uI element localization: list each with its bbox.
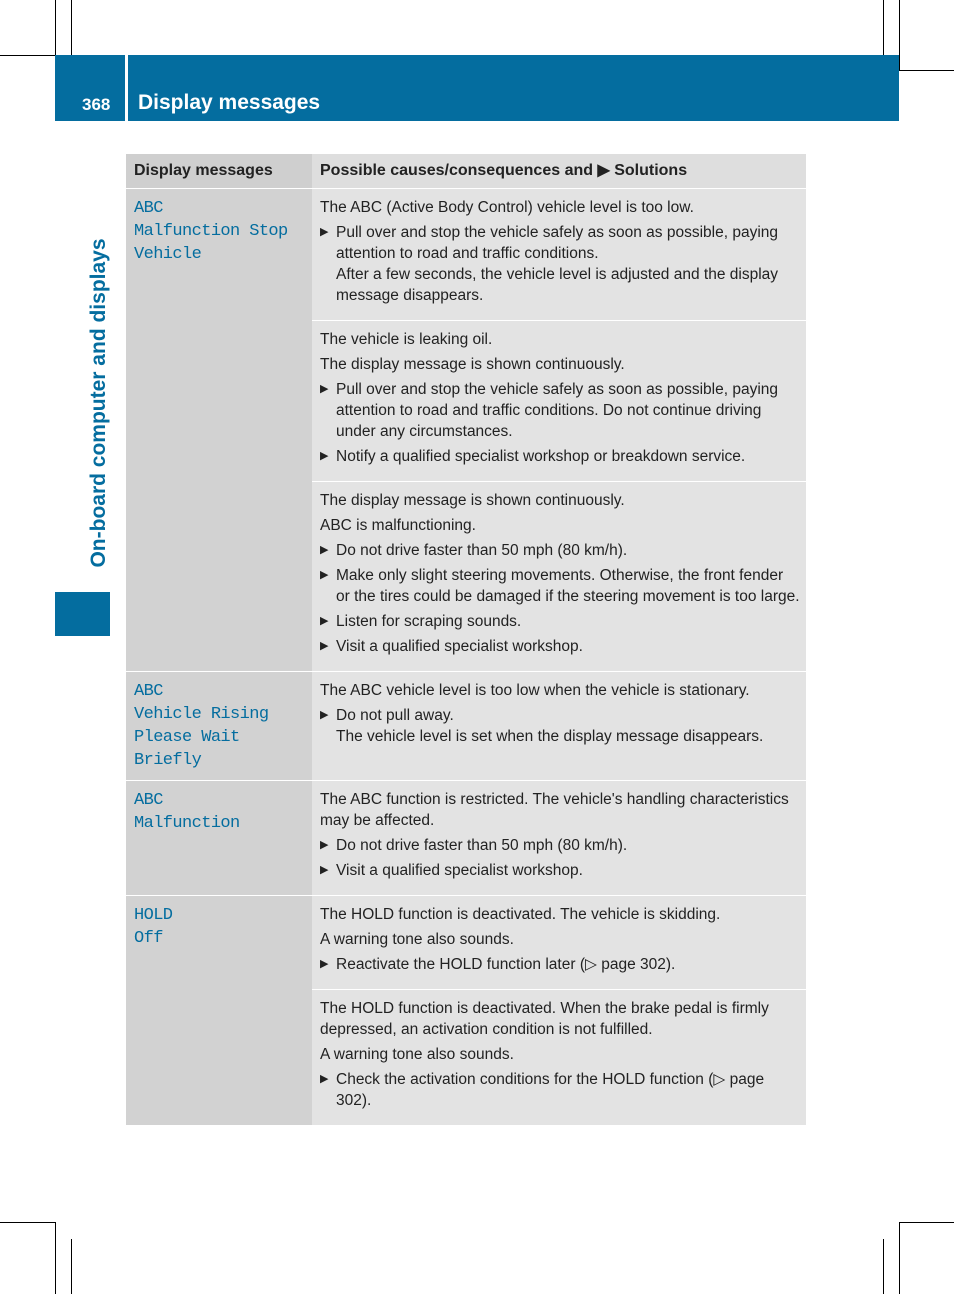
solution-text: Pull over and stop the vehicle safely as soon as possible, paying attention to road and traffic conditions. — [336, 224, 779, 262]
display-message-line: Off — [134, 929, 163, 948]
bullet-triangle-icon: ▶ — [320, 569, 329, 581]
display-message-line: Vehicle — [134, 245, 202, 264]
crop-mark — [883, 0, 884, 55]
crop-mark — [55, 0, 56, 55]
crop-mark — [899, 0, 900, 70]
bullet-triangle-icon: ▶ — [320, 226, 329, 238]
cause-cell — [312, 896, 806, 990]
solution-bullet — [320, 1069, 800, 1111]
display-message — [126, 672, 312, 780]
solution-bullet — [320, 835, 800, 856]
bullet-triangle-icon: ▶ — [320, 958, 329, 970]
solutions-column — [312, 896, 806, 1125]
bullet-triangle-icon: ▶ — [320, 839, 329, 851]
cause-text: The ABC vehicle level is too low when the vehicle is stationary. — [320, 682, 750, 699]
solutions-column — [312, 672, 806, 780]
solution-text: Make only slight steering movements. Otherwise, the front fender or the tires could be damaged if the steering movement is too large. — [336, 567, 800, 605]
display-messages-table — [126, 154, 806, 1126]
bullet-triangle-icon: ▶ — [320, 864, 329, 876]
cause-cell — [312, 990, 806, 1125]
crop-mark — [899, 70, 954, 71]
column-header-messages: Display messages — [126, 154, 312, 188]
crop-mark — [55, 1222, 56, 1294]
cause-text: The HOLD function is deactivated. The vehicle is skidding. — [320, 906, 721, 923]
display-message-line: ABC — [134, 199, 163, 218]
cause-text: The vehicle is leaking oil. — [320, 331, 493, 348]
cause-text: The display message is shown continuously. — [320, 356, 625, 373]
solutions-column — [312, 781, 806, 895]
table-row — [126, 781, 806, 896]
cause-cell — [312, 189, 806, 321]
solution-text: Check the activation conditions for the HOLD function (▷ page 302). — [336, 1071, 765, 1109]
side-tab-marker — [55, 592, 110, 636]
bullet-triangle-icon: ▶ — [320, 640, 329, 652]
solution-text: Pull over and stop the vehicle safely as soon as possible, paying attention to road and traffic conditions. Do not continue driving under any circumstances. — [336, 381, 779, 440]
column-header-solutions: Possible causes/consequences and ▶ Solutions — [312, 154, 806, 188]
crop-mark — [899, 1222, 954, 1223]
cause-cell — [312, 482, 806, 671]
display-message-line: ABC — [134, 791, 163, 810]
cause-text: The HOLD function is deactivated. When the brake pedal is firmly depressed, an activation condition is not fulfilled. — [320, 1000, 769, 1038]
solution-text: Reactivate the HOLD function later (▷ page 302). — [336, 956, 676, 973]
display-message — [126, 781, 312, 895]
solution-text: Notify a qualified specialist workshop or breakdown service. — [336, 448, 746, 465]
solution-bullet — [320, 565, 800, 607]
solution-bullet — [320, 636, 800, 657]
crop-mark — [71, 1239, 72, 1294]
solution-note: The vehicle level is set when the display message disappears. — [336, 728, 764, 745]
table-row — [126, 672, 806, 781]
crop-mark — [883, 1239, 884, 1294]
side-tab-label: On-board computer and displays — [87, 238, 110, 568]
bullet-triangle-icon: ▶ — [320, 1073, 329, 1085]
display-message — [126, 189, 312, 671]
display-message-line: Malfunction — [134, 814, 240, 833]
crop-mark — [899, 1222, 900, 1294]
display-message-line: ABC — [134, 682, 163, 701]
bullet-triangle-icon: ▶ — [320, 544, 329, 556]
bullet-triangle-icon: ▶ — [320, 383, 329, 395]
cause-cell — [312, 321, 806, 482]
solution-bullet — [320, 222, 800, 306]
table-row — [126, 896, 806, 1126]
page-number: 368 — [82, 95, 111, 114]
bullet-triangle-icon: ▶ — [320, 450, 329, 462]
cause-text: The ABC (Active Body Control) vehicle level is too low. — [320, 199, 694, 216]
display-message-line: Malfunction Stop — [134, 222, 288, 241]
crop-mark — [0, 1222, 55, 1223]
cause-cell — [312, 781, 806, 895]
cause-text: The ABC function is restricted. The vehicle's handling characteristics may be affected. — [320, 791, 789, 829]
solution-text: Visit a qualified specialist workshop. — [336, 862, 583, 879]
table-row — [126, 189, 806, 672]
cause-text: A warning tone also sounds. — [320, 1046, 514, 1063]
solution-bullet — [320, 954, 800, 975]
page-header — [55, 55, 899, 121]
solution-bullet — [320, 611, 800, 632]
page-title: Display messages — [138, 91, 321, 114]
solution-text: Listen for scraping sounds. — [336, 613, 522, 630]
solution-bullet — [320, 379, 800, 442]
cause-text: The display message is shown continuously. — [320, 492, 625, 509]
display-message-line: Vehicle Rising — [134, 705, 269, 724]
solution-text: Do not pull away. — [336, 707, 454, 724]
cause-text: A warning tone also sounds. — [320, 931, 514, 948]
solution-bullet — [320, 446, 800, 467]
crop-mark — [0, 55, 55, 56]
solution-text: Do not drive faster than 50 mph (80 km/h). — [336, 542, 628, 559]
solution-text: Visit a qualified specialist workshop. — [336, 638, 583, 655]
solution-text: Do not drive faster than 50 mph (80 km/h). — [336, 837, 628, 854]
table-header — [126, 154, 806, 189]
solution-bullet — [320, 705, 800, 747]
display-message-line: Please Wait Briefly — [134, 728, 240, 770]
solutions-column — [312, 189, 806, 671]
bullet-triangle-icon: ▶ — [320, 709, 329, 721]
cause-text: ABC is malfunctioning. — [320, 517, 476, 534]
solution-note: After a few seconds, the vehicle level is adjusted and the display message disappears. — [336, 266, 779, 304]
display-message-line: HOLD — [134, 906, 173, 925]
solution-bullet — [320, 540, 800, 561]
cause-cell — [312, 672, 806, 761]
display-message — [126, 896, 312, 1125]
bullet-triangle-icon: ▶ — [320, 615, 329, 627]
crop-mark — [71, 0, 72, 55]
solution-bullet — [320, 860, 800, 881]
header-divider — [125, 55, 128, 121]
